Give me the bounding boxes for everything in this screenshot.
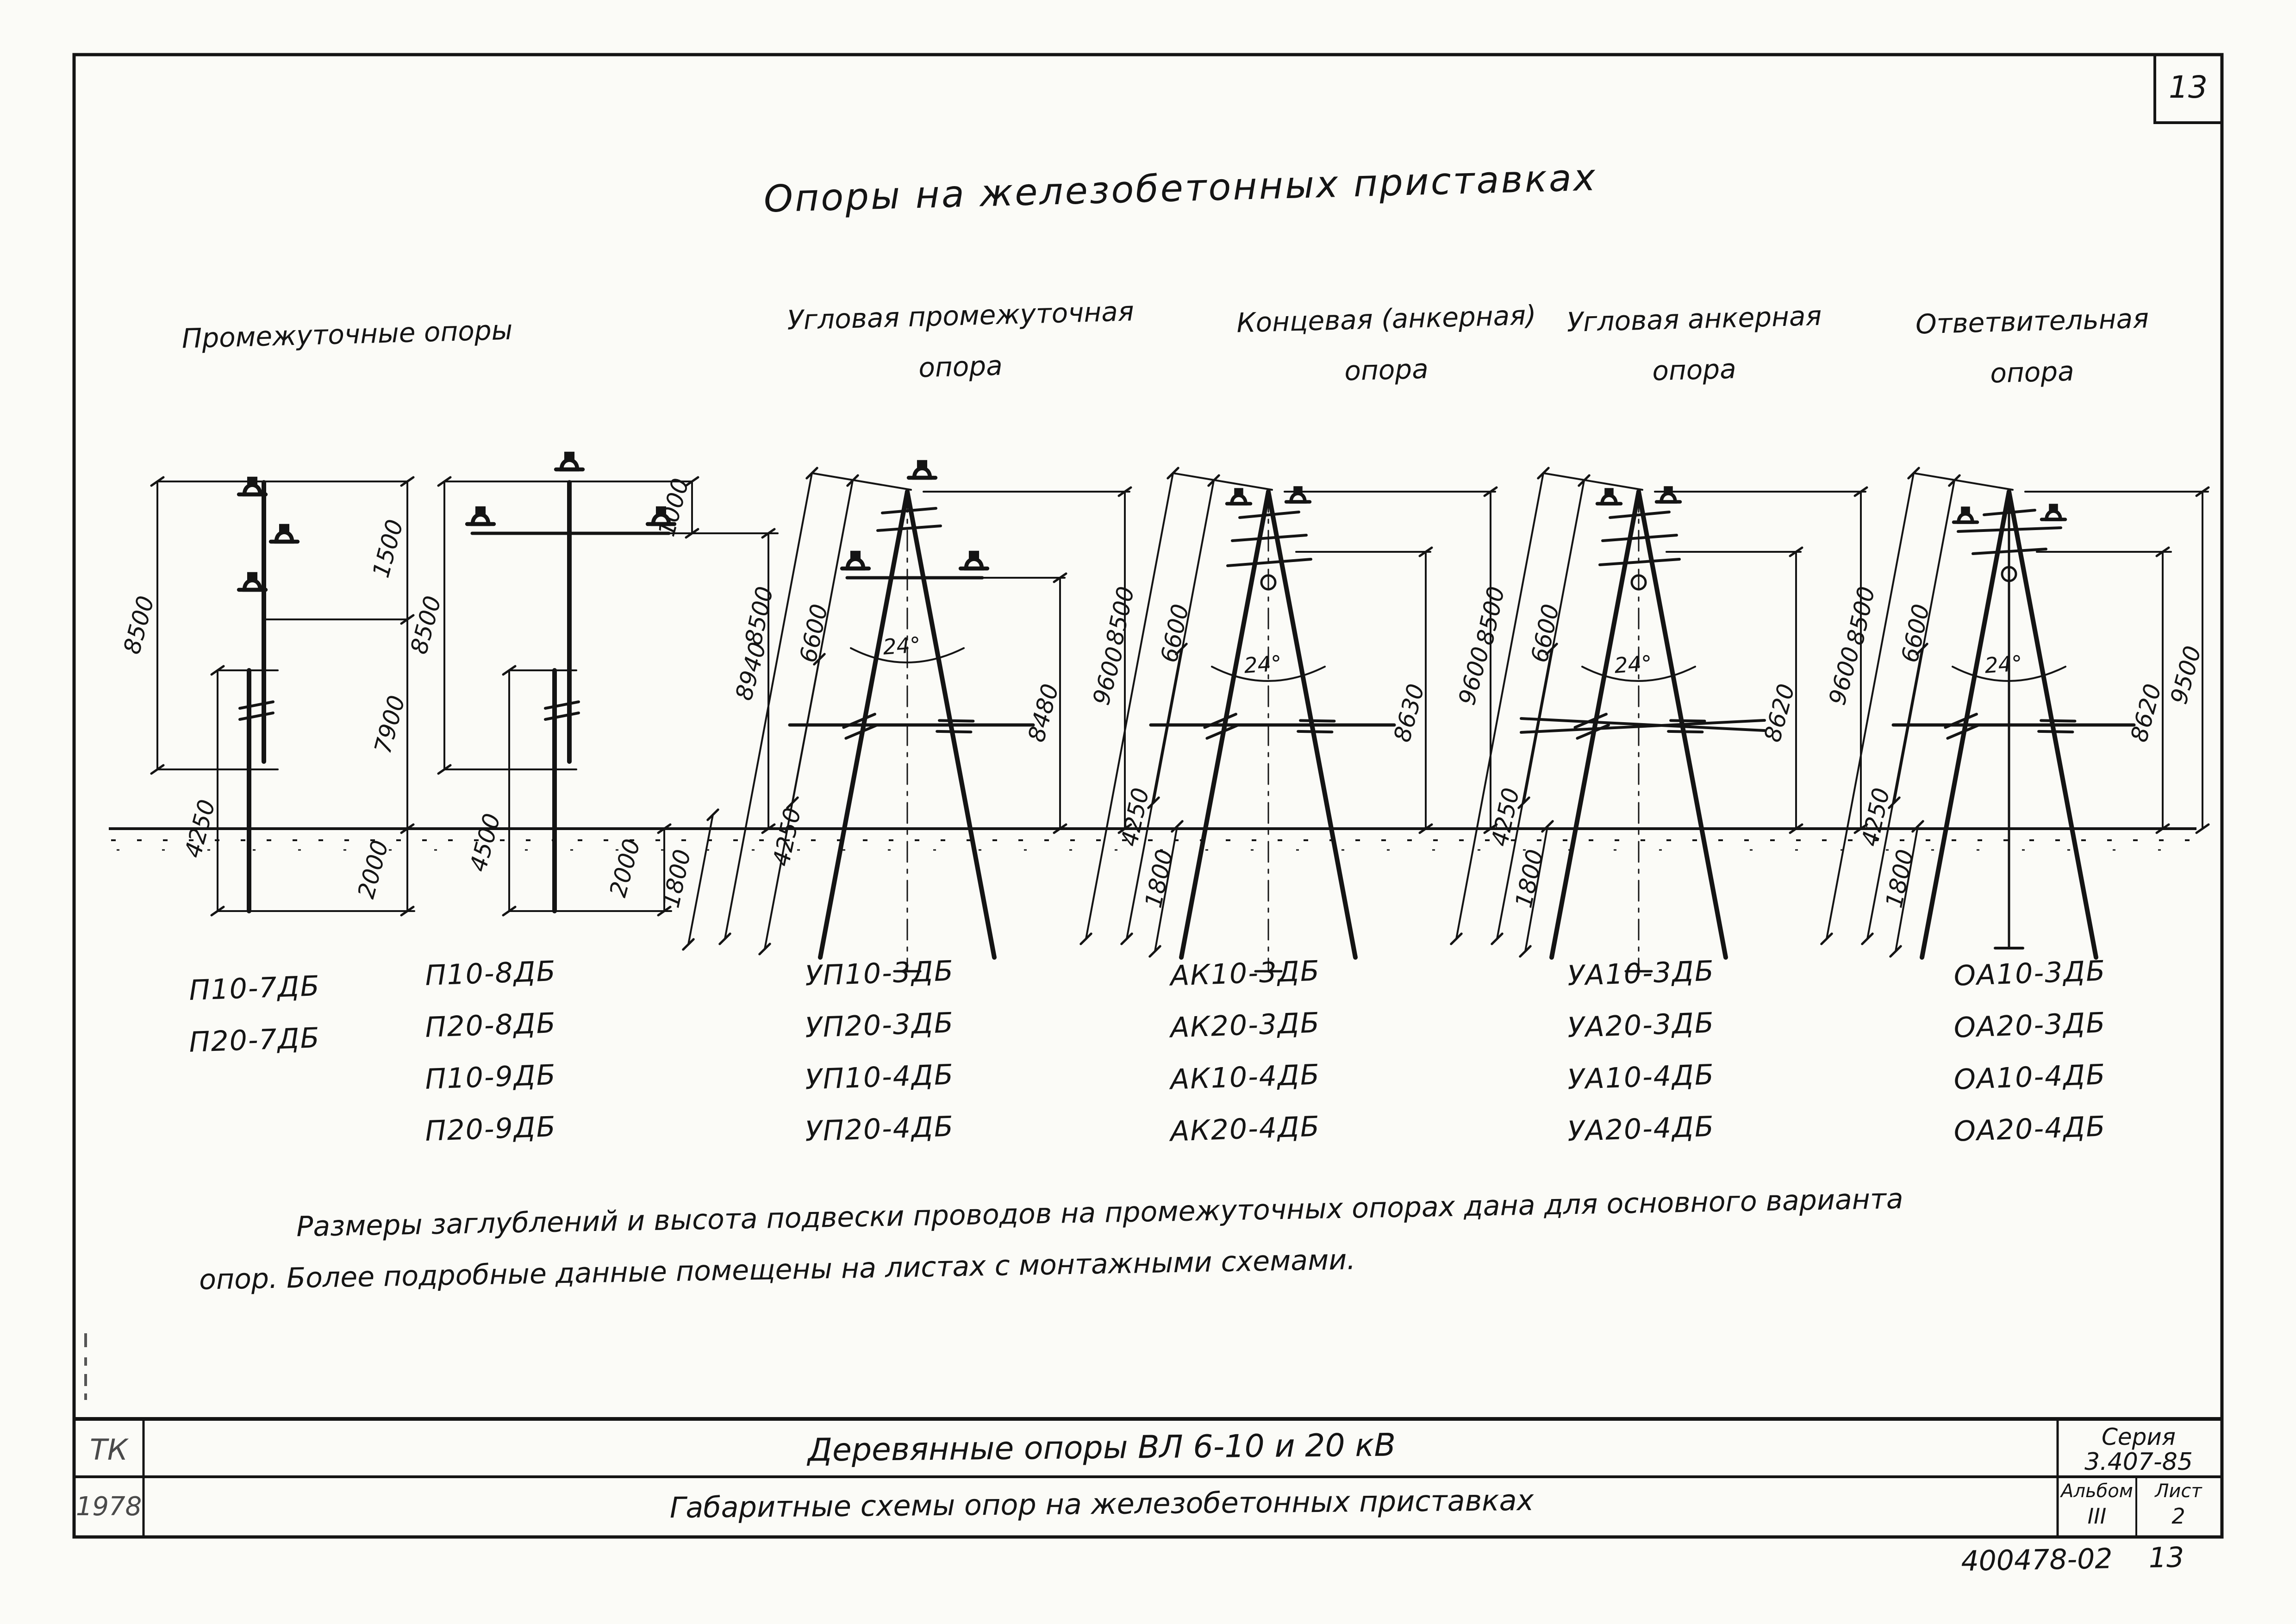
dim-d1-top: 1500 [367, 517, 409, 581]
dim-d2-depth: 2000 [604, 836, 646, 900]
type-label: П20-8ДБ [424, 1007, 557, 1044]
type-label: П20-7ДБ [188, 1022, 321, 1059]
dim-d5-upper: 6600 [1526, 601, 1565, 665]
note-line-2: опор. Более подробные данные помещены на листах с монтажными схемами. [199, 1243, 1356, 1296]
dim-d2-top: 1000 [653, 475, 694, 539]
header-corner-anchor-2: опора [1652, 353, 1737, 387]
dim-d2-total: 8940 [730, 639, 772, 703]
dim-d5-hang: 8620 [1759, 681, 1800, 745]
header-deadend-anchor-2: опора [1344, 353, 1429, 387]
dim-d4-depth: 1800 [1140, 847, 1179, 911]
series-value: 3.407-85 [2084, 1448, 2193, 1476]
type-label: П20-9ДБ [424, 1111, 557, 1148]
dim-d6-pole: 8500 [1841, 584, 1880, 648]
dim-d1-prism: 4250 [179, 797, 221, 861]
note-line-1: Размеры заглублений и высота подвески проводов на промежуточных опорах дана для основного варианта [296, 1182, 1904, 1243]
type-label: УА20-3ДБ [1566, 1006, 1716, 1044]
dim-d4-angle: 24° [1243, 650, 1283, 678]
dim-d4-total: 9600 [1453, 644, 1495, 708]
dim-d3-hang: 8480 [1023, 681, 1064, 745]
dim-d3-upper: 6600 [794, 601, 833, 665]
type-label: ОА10-3ДБ [1953, 955, 2107, 993]
dim-d1-hang: 7900 [369, 693, 411, 756]
stamp-tk: ТК [90, 1433, 128, 1467]
header-branch: Ответвительная [1915, 302, 2149, 340]
dim-d2-pole: 8500 [405, 593, 447, 657]
type-label: ОА20-3ДБ [1953, 1006, 2107, 1044]
dim-d5-angle: 24° [1613, 650, 1653, 678]
header-branch-2: опора [1990, 355, 2075, 389]
type-label: УП10-3ДБ [804, 955, 955, 993]
dim-d6-hang: 8620 [2125, 681, 2167, 745]
type-label: АК10-4ДБ [1169, 1058, 1321, 1096]
sheet-value: 2 [2171, 1504, 2185, 1529]
header-corner-anchor: Угловая анкерная [1566, 300, 1822, 338]
type-label: П10-9ДБ [424, 1059, 557, 1096]
dim-d2-prism: 4500 [464, 811, 506, 874]
dim-d3-pole: 8500 [740, 584, 779, 648]
type-label: УА10-4ДБ [1566, 1058, 1716, 1096]
dim-d6-prism: 4250 [1856, 785, 1895, 849]
dim-d4-prism: 4250 [1116, 785, 1154, 849]
dim-d6-total: 9500 [2165, 643, 2207, 707]
header-corner-intermediate-2: опора [918, 350, 1003, 384]
type-label: УП20-3ДБ [804, 1006, 955, 1044]
type-label: ОА10-4ДБ [1953, 1058, 2107, 1096]
dim-d6-angle: 24° [1984, 650, 2023, 678]
series-label: Серия [2102, 1424, 2176, 1450]
type-label: УП10-4ДБ [804, 1058, 955, 1096]
doc-number: 400478-02 [1960, 1543, 2113, 1578]
dim-d3-angle: 24° [882, 632, 922, 660]
type-label: АК10-3ДБ [1169, 955, 1321, 993]
titleblock-series-title: Деревянные опоры ВЛ 6-10 и 20 кВ [807, 1427, 1396, 1469]
type-label: ОА20-4ДБ [1953, 1110, 2107, 1148]
sheet-label: Лист [2155, 1480, 2202, 1502]
type-label: П10-8ДБ [424, 955, 557, 992]
dim-d3-total: 9600 [1087, 644, 1129, 708]
dim-d4-pole: 8500 [1101, 584, 1140, 648]
dim-d4-upper: 6600 [1155, 601, 1194, 665]
album-value: III [2087, 1504, 2107, 1529]
dim-d3-prism: 4250 [767, 805, 806, 869]
dim-d3-depth: 1800 [657, 847, 696, 911]
dim-d1-depth: 2000 [352, 837, 394, 901]
type-label: УА20-4ДБ [1566, 1110, 1716, 1148]
dim-d5-depth: 1800 [1510, 847, 1549, 911]
stamp-year: 1978 [75, 1492, 142, 1522]
dim-d6-upper: 6600 [1896, 601, 1935, 665]
type-label: АК20-4ДБ [1169, 1110, 1321, 1148]
titleblock-sheet-title: Габаритные схемы опор на железобетонных приставках [669, 1483, 1534, 1525]
type-label: АК20-3ДБ [1169, 1006, 1321, 1044]
type-label: УА10-3ДБ [1566, 955, 1716, 993]
dim-d1-pole: 8500 [118, 593, 160, 657]
type-label: П10-7ДБ [188, 970, 321, 1007]
sheet-number-badge: 13 [2169, 69, 2208, 105]
type-label: УП20-4ДБ [804, 1110, 955, 1148]
dim-d5-prism: 4250 [1486, 785, 1525, 849]
dim-d4-hang: 8630 [1388, 681, 1430, 745]
header-deadend-anchor: Концевая (анкерная) [1236, 299, 1537, 339]
dim-d6-depth: 1800 [1880, 847, 1919, 911]
header-intermediate: Промежуточные опоры [181, 314, 513, 355]
dim-d5-total: 9600 [1823, 644, 1865, 708]
doc-page: 13 [2148, 1541, 2184, 1574]
dim-d5-pole: 8500 [1471, 584, 1510, 648]
album-label: Альбом [2061, 1480, 2133, 1502]
page-title: Опоры на железобетонных приставках [763, 156, 1598, 221]
drawing-d3-linework [682, 462, 1131, 971]
header-corner-intermediate: Угловая промежуточная [786, 295, 1135, 336]
